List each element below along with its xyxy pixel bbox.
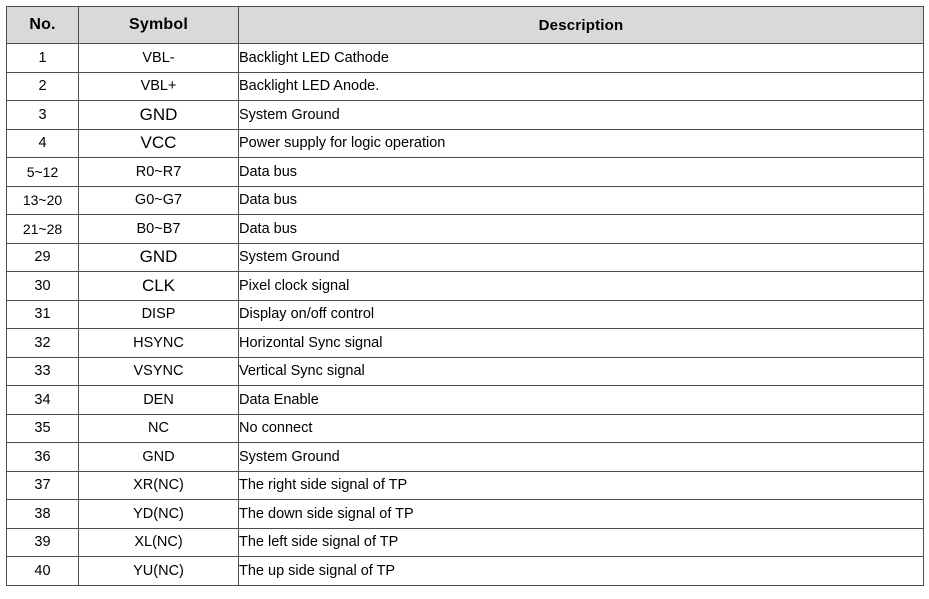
cell-no: 4 [7, 129, 79, 158]
table-row [7, 243, 924, 272]
cell-symbol: VSYNC [79, 357, 239, 386]
cell-description: Backlight LED Cathode [239, 44, 924, 73]
cell-no: 13~20 [7, 186, 79, 215]
table-row [7, 158, 924, 187]
cell-description: Vertical Sync signal [239, 357, 924, 386]
cell-description: The right side signal of TP [239, 471, 924, 500]
cell-no: 40 [7, 557, 79, 586]
cell-no: 2 [7, 72, 79, 101]
cell-symbol: GND [79, 443, 239, 472]
cell-symbol: YU(NC) [79, 557, 239, 586]
cell-no: 37 [7, 471, 79, 500]
cell-no: 1 [7, 44, 79, 73]
cell-symbol: XR(NC) [79, 471, 239, 500]
cell-description: System Ground [239, 443, 924, 472]
table-body [7, 44, 924, 586]
cell-description: The left side signal of TP [239, 528, 924, 557]
pin-description-table [6, 6, 924, 586]
cell-description: Power supply for logic operation [239, 129, 924, 158]
table-row [7, 129, 924, 158]
cell-description: Data bus [239, 158, 924, 187]
cell-no: 33 [7, 357, 79, 386]
cell-symbol: VBL- [79, 44, 239, 73]
cell-symbol: HSYNC [79, 329, 239, 358]
cell-no: 36 [7, 443, 79, 472]
table-header [7, 7, 924, 44]
cell-symbol: VBL+ [79, 72, 239, 101]
table-row [7, 44, 924, 73]
cell-symbol: DEN [79, 386, 239, 415]
cell-symbol: GND [79, 243, 239, 272]
cell-description: System Ground [239, 101, 924, 130]
cell-description: Horizontal Sync signal [239, 329, 924, 358]
table-row [7, 386, 924, 415]
cell-symbol: G0~G7 [79, 186, 239, 215]
cell-description: Pixel clock signal [239, 272, 924, 301]
cell-no: 38 [7, 500, 79, 529]
table-row [7, 557, 924, 586]
table-row [7, 500, 924, 529]
cell-symbol: YD(NC) [79, 500, 239, 529]
table-header-row [7, 7, 924, 44]
cell-no: 34 [7, 386, 79, 415]
cell-symbol: CLK [79, 272, 239, 301]
cell-no: 32 [7, 329, 79, 358]
cell-no: 39 [7, 528, 79, 557]
table-row [7, 72, 924, 101]
cell-description: Data bus [239, 186, 924, 215]
cell-description: Backlight LED Anode. [239, 72, 924, 101]
cell-description: The down side signal of TP [239, 500, 924, 529]
table-row [7, 471, 924, 500]
cell-symbol: R0~R7 [79, 158, 239, 187]
cell-description: System Ground [239, 243, 924, 272]
column-header-symbol: Symbol [79, 7, 239, 44]
cell-description: Display on/off control [239, 300, 924, 329]
table-row [7, 272, 924, 301]
cell-no: 29 [7, 243, 79, 272]
column-header-description: Description [239, 7, 924, 44]
table-row [7, 528, 924, 557]
cell-symbol: VCC [79, 129, 239, 158]
cell-no: 35 [7, 414, 79, 443]
table-row [7, 443, 924, 472]
table-row [7, 414, 924, 443]
cell-no: 21~28 [7, 215, 79, 244]
table-row [7, 300, 924, 329]
cell-no: 3 [7, 101, 79, 130]
cell-symbol: NC [79, 414, 239, 443]
column-header-no: No. [7, 7, 79, 44]
cell-symbol: XL(NC) [79, 528, 239, 557]
cell-no: 5~12 [7, 158, 79, 187]
cell-symbol: GND [79, 101, 239, 130]
cell-symbol: B0~B7 [79, 215, 239, 244]
cell-description: No connect [239, 414, 924, 443]
cell-no: 31 [7, 300, 79, 329]
table-row [7, 215, 924, 244]
table-row [7, 357, 924, 386]
cell-symbol: DISP [79, 300, 239, 329]
cell-description: Data Enable [239, 386, 924, 415]
table-row [7, 329, 924, 358]
cell-no: 30 [7, 272, 79, 301]
cell-description: Data bus [239, 215, 924, 244]
table-row [7, 101, 924, 130]
cell-description: The up side signal of TP [239, 557, 924, 586]
table-row [7, 186, 924, 215]
